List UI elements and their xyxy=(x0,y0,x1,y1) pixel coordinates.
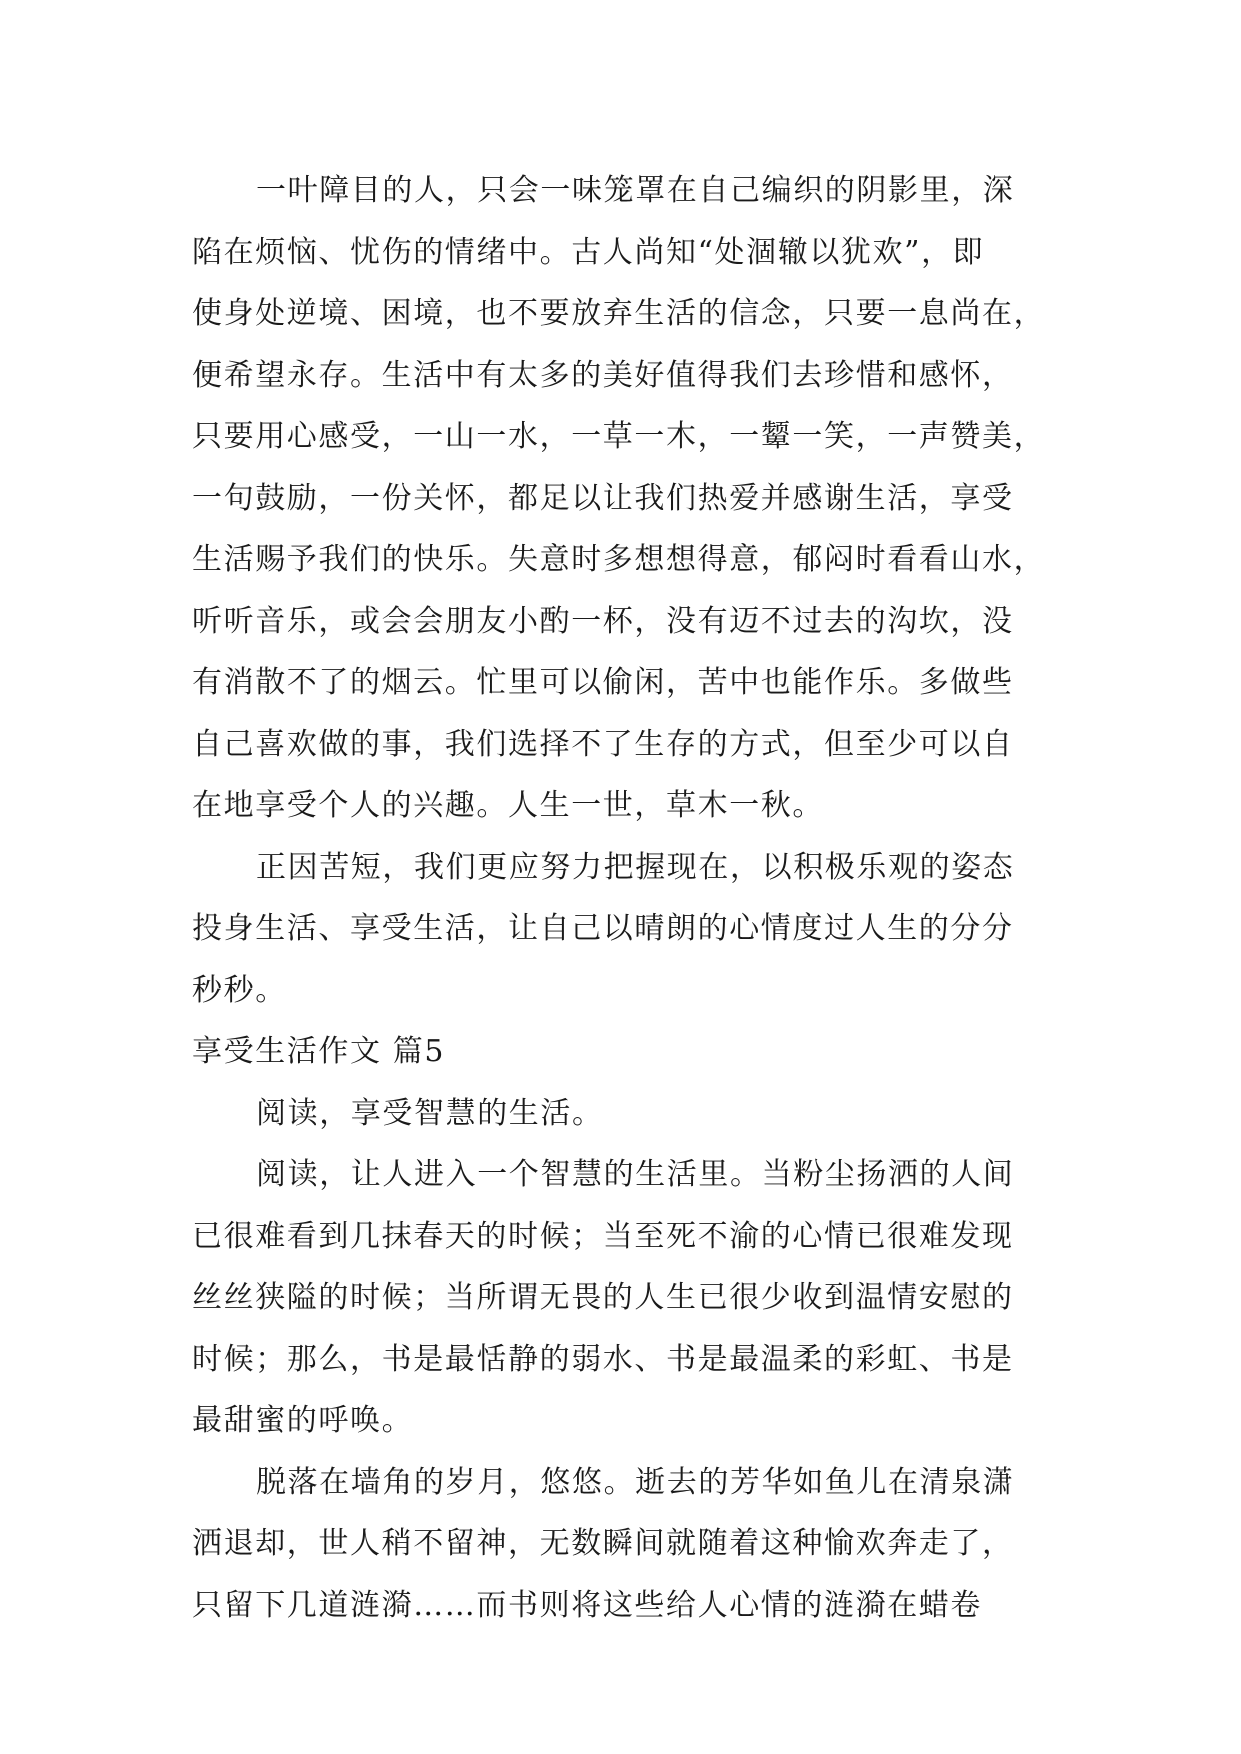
text-line: 自己喜欢做的事，我们选择不了生存的方式，但至少可以自 xyxy=(192,726,1014,762)
text-line: 使身处逆境、困境，也不要放弃生活的信念，只要一息尚在， xyxy=(192,296,1046,331)
text-line: 洒退却，世人稍不留神，无数瞬间就随着这种愉欢奔走了， xyxy=(192,1526,1014,1561)
text-line: 便希望永存。生活中有太多的美好值得我们去珍惜和感怀， xyxy=(192,357,1014,393)
section-heading: 享受生活作文 篇5 xyxy=(192,1034,446,1069)
text-line: 只留下几道涟漪……而书则将这些给人心情的涟漪在蜡卷 xyxy=(192,1587,982,1623)
text-line: 听听音乐，或会会朋友小酌一杯，没有迈不过去的沟坎，没 xyxy=(192,603,1014,639)
text-line: 阅读，让人进入一个智慧的生活里。当粉尘扬洒的人间 xyxy=(256,1157,1015,1192)
text-line: 最甜蜜的呼唤。 xyxy=(192,1403,414,1438)
text-line: 有消散不了的烟云。忙里可以偷闲，苦中也能作乐。多做些 xyxy=(192,665,1014,700)
text-line: 一句鼓励，一份关怀，都足以让我们热爱并感谢生活，享受 xyxy=(192,480,1014,516)
text-line: 生活赐予我们的快乐。失意时多想想得意，郁闷时看看山水， xyxy=(192,542,1046,577)
text-line: 丝丝狭隘的时候；当所谓无畏的人生已很少收到温情安慰的 xyxy=(192,1280,1014,1315)
text-line: 脱落在墙角的岁月，悠悠。逝去的芳华如鱼儿在清泉潇 xyxy=(256,1464,1015,1500)
text-line: 正因苦短，我们更应努力把握现在，以积极乐观的姿态 xyxy=(256,849,1015,885)
text-line: 只要用心感受，一山一水，一草一木，一颦一笑，一声赞美， xyxy=(192,419,1046,454)
text-line: 在地享受个人的兴趣。人生一世，草木一秋。 xyxy=(192,788,824,823)
text-line: 阅读，享受智慧的生活。 xyxy=(256,1095,604,1131)
text-line: 一叶障目的人，只会一味笼罩在自己编织的阴影里，深 xyxy=(256,173,1015,208)
document-body xyxy=(192,160,1052,1636)
text-line: 已很难看到几抹春天的时候；当至死不渝的心情已很难发现 xyxy=(192,1218,1014,1254)
text-line: 秒秒。 xyxy=(192,972,287,1008)
text-line: 投身生活、享受生活，让自己以晴朗的心情度过人生的分分 xyxy=(192,911,1014,946)
text-line: 陷在烦恼、忧伤的情绪中。古人尚知“处涸辙以犹欢”，即 xyxy=(192,234,985,270)
text-line: 时候；那么，书是最恬静的弱水、书是最温柔的彩虹、书是 xyxy=(192,1341,1014,1377)
